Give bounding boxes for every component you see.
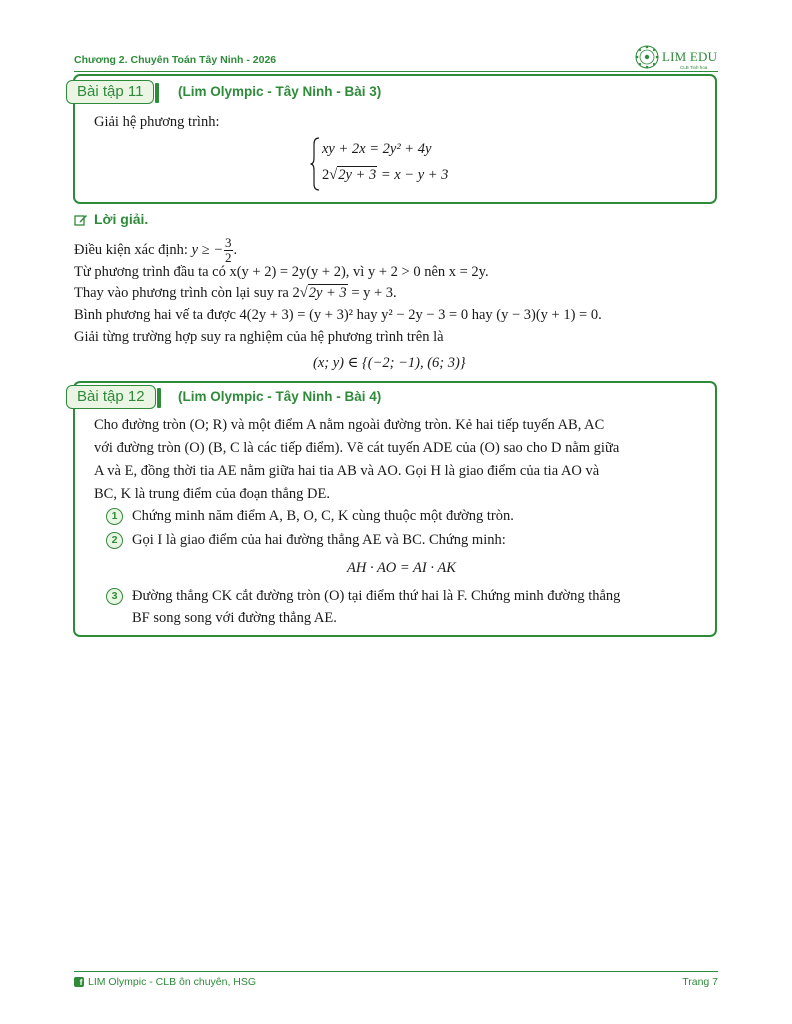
exercise-12-tab: Bài tập 12 [66,385,156,409]
equation-1: xy + 2x = 2y² + 4y [322,141,432,157]
exercise-12-para-line-2: với đường tròn (O) (B, C là các tiếp điểm). Vẽ cát tuyến ADE của (O) sao cho D nằm giữa [94,440,620,456]
logo-tagline: CLB Tinh hoa [680,65,708,70]
logo-brand: LIM EDU [662,49,718,64]
lotus-seal-icon [634,44,660,70]
exercise-11-tab: Bài tập 11 [66,80,154,104]
facebook-icon: f [74,977,84,987]
pencil-square-icon [74,213,88,227]
sqrt-sign-icon: √ [299,285,308,301]
exercise-12-para-line-4: BC, K là trung điểm của đoạn thẳng DE. [94,486,330,502]
item-2-text: Gọi I là giao điểm của hai đường thẳng AE và BC. Chứng minh: [132,532,506,548]
item-number-3: 3 [106,588,123,605]
exercise-12-para-line-1: Cho đường tròn (O; R) và một điểm A nằm ngoài đường tròn. Kẻ hai tiếp tuyến AB, AC [94,417,605,433]
solution-line-2: Từ phương trình đầu ta có x(y + 2) = 2y(y + 2), vì y + 2 > 0 nên x = 2y. [74,264,489,280]
page-number: Trang 7 [682,976,718,988]
item-3-text-cont: BF song song với đường thẳng AE. [132,610,337,626]
sqrt-sign-icon: √ [329,167,338,183]
solution-result: (x; y) ∈ {(−2; −1), (6; 3)} [313,355,466,371]
exercise-12-source: (Lim Olympic - Tây Ninh - Bài 4) [178,389,382,404]
item-3-text: Đường thẳng CK cắt đường tròn (O) tại điểm thứ hai là F. Chứng minh đường thẳng [132,588,621,604]
solution-line-1: Điều kiện xác định: y ≥ − $\frac{3}{2}$ . [74,235,238,265]
page-header [74,48,718,72]
equation-2-radicand: 2y + 3 [338,167,377,183]
lim-edu-logo [634,44,718,72]
exercise-11-prompt: Giải hệ phương trình: [94,114,220,130]
equation-2 [322,167,448,184]
item-1-text: Chứng minh năm điểm A, B, O, C, K cùng thuộc một đường tròn. [132,508,514,524]
solution-heading: Lời giải. [94,211,149,227]
item-number-2: 2 [106,532,123,549]
equation-2-coef: 2 [322,167,330,183]
equation-system [310,137,490,193]
exercise-12-para-line-3: A và E, đồng thời tia AE nằm giữa hai tia AB và AO. Gọi H là giao điểm của tia AO và [94,463,600,479]
exercise-11-source: (Lim Olympic - Tây Ninh - Bài 3) [178,84,382,99]
solution-line-5: Giải từng trường hợp suy ra nghiệm của hệ phương trình trên là [74,329,444,345]
solution-line-3: Thay vào phương trình còn lại suy ra 2√2y + 3 = y + 3. [74,285,397,301]
header-divider [74,71,718,72]
fraction-three-halves: $\frac{3}{2}$ [225,235,232,265]
left-brace-icon [310,137,320,191]
footer-club-link[interactable]: LIM Olympic - CLB ôn chuyên, HSG [88,976,257,988]
equation-2-rhs: = x − y + 3 [377,167,449,183]
item-number-1: 1 [106,508,123,525]
solution-line-4: Bình phương hai vế ta được 4(2y + 3) = (y + 3)² hay y² − 2y − 3 = 0 hay (y − 3)(y + 1) = 0. [74,307,602,323]
item-2-formula: AH · AO = AI · AK [347,560,456,576]
chapter-title: Chương 2. Chuyên Toán Tây Ninh - 2026 [74,54,277,66]
footer-divider [74,971,718,972]
